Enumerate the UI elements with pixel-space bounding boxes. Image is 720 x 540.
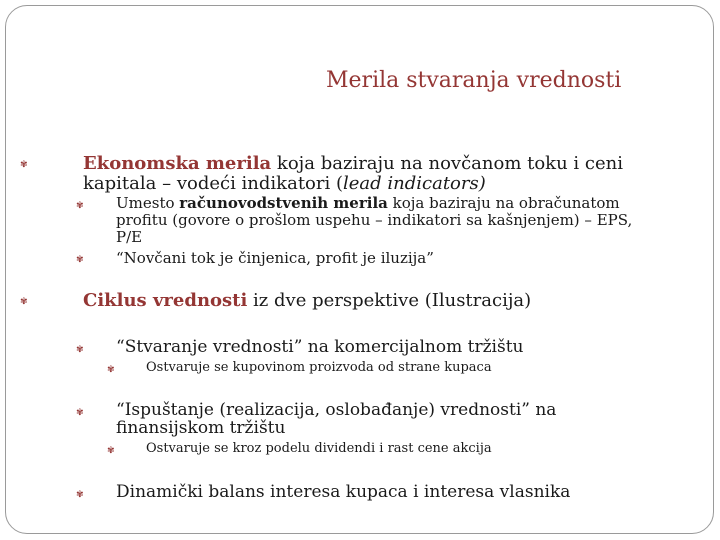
slide [5, 5, 714, 534]
fleuron-bullet-icon: ✾ [20, 297, 28, 307]
fleuron-bullet-icon: ✾ [76, 255, 84, 265]
sub-bullet-2-1: “Stvaranje vrednosti” na komercijalnom tržištu [116, 337, 524, 357]
slide-title: Merila stvaranja vrednosti [326, 68, 622, 93]
bullet-1-text: koja baziraju na novčanom toku i ceni [271, 153, 623, 174]
bullet-2-line [83, 291, 531, 310]
sub-bullet-1-2: “Novčani tok je činjenica, profit je iluzija” [116, 249, 434, 267]
sub-bullet-2-3: Dinamički balans interesa kupaca i interesa vlasnika [116, 482, 571, 502]
bullet-1-line-2-italic: lead indicators) [343, 173, 486, 194]
bullet-1-line-1 [83, 154, 623, 173]
fleuron-bullet-icon: ✾ [76, 345, 84, 355]
sub-bullet-2-2-detail: Ostvaruje se kroz podelu dividendi i rast cene akcija [146, 441, 492, 456]
fleuron-bullet-icon: ✾ [20, 160, 28, 170]
sub-bullet-1-1-line-3: P/E [116, 228, 143, 246]
bullet-2-text: iz dve perspektive (Ilustracija) [247, 290, 532, 311]
sub-bullet-2-1-detail: Ostvaruje se kupovinom proizvoda od strane kupaca [146, 360, 492, 375]
sub-bullet-1-1-start: Umesto [116, 194, 180, 212]
sub-bullet-1-1-line-2: profitu (govore o prošlom uspehu – indikatori sa kašnjenjem) – EPS, [116, 211, 633, 229]
sub-bullet-1-1-rest: koja baziraju na obračunatom [387, 194, 620, 212]
sub-bullet-1-1-bold: računovodstvenih merila [179, 194, 388, 212]
fleuron-bullet-icon: ✾ [76, 490, 84, 500]
fleuron-bullet-icon: ✾ [107, 365, 115, 375]
fleuron-bullet-icon: ✾ [107, 446, 115, 456]
bullet-1-bold: Ekonomska merila [83, 153, 272, 174]
sub-bullet-1-1-line-1 [116, 196, 620, 211]
bullet-1-line-2-text: kapitala – vodeći indikatori ( [83, 173, 343, 194]
sub-bullet-2-2-line-2: finansijskom tržištu [116, 418, 286, 438]
fleuron-bullet-icon: ✾ [76, 408, 84, 418]
bullet-2-bold: Ciklus vrednosti [83, 290, 248, 311]
bullet-1-line-2 [83, 174, 486, 193]
fleuron-bullet-icon: ✾ [76, 201, 84, 211]
sub-bullet-2-2-line-1: “Ispuštanje (realizacija, oslobađanje) vrednosti” na [116, 400, 557, 420]
